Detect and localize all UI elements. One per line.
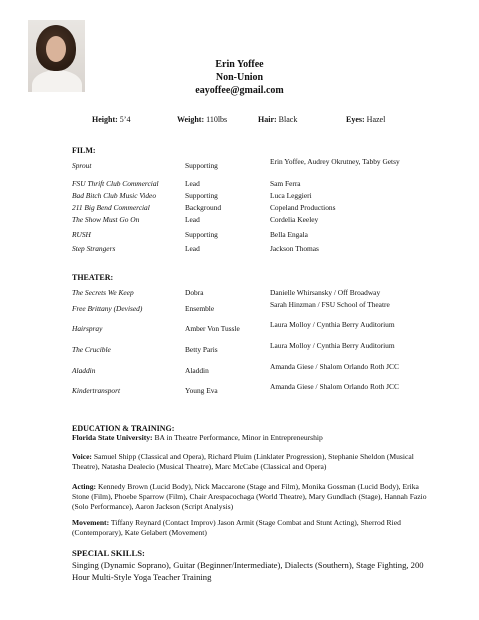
weight-label: Weight: xyxy=(177,115,205,124)
film-director: Cordelia Keeley xyxy=(270,215,319,224)
film-role: Supporting xyxy=(185,191,218,200)
eyes-stat xyxy=(346,115,385,124)
theater-section-title: THEATER: xyxy=(72,273,114,282)
actor-name: Erin Yoffee xyxy=(215,59,264,70)
height-value: 5’4 xyxy=(119,115,131,124)
eyes-value: Hazel xyxy=(366,115,386,124)
show-title: Aladdin xyxy=(72,366,96,375)
film-role: Supporting xyxy=(185,161,218,170)
film-title: The Show Must Go On xyxy=(72,215,140,224)
film-director: Luca Leggieri xyxy=(270,191,312,200)
theater-row xyxy=(72,320,452,336)
fsu-label: Florida State University: xyxy=(72,433,153,442)
acting-training xyxy=(72,482,432,512)
show-role: Young Eva xyxy=(185,386,218,395)
show-role: Betty Paris xyxy=(185,345,218,354)
theater-row xyxy=(72,300,452,316)
theater-row xyxy=(72,284,452,300)
show-director: Sarah Hinzman / FSU School of Theatre xyxy=(270,300,390,309)
show-director: Laura Molloy / Cynthia Berry Auditorium xyxy=(270,341,395,350)
fsu-text: BA in Theatre Performance, Minor in Entrepreneurship xyxy=(152,433,323,442)
show-director: Laura Molloy / Cynthia Berry Auditorium xyxy=(270,320,395,329)
film-director: Bella Engala xyxy=(270,230,308,239)
hair-value: Black xyxy=(278,115,298,124)
show-role: Amber Von Tussle xyxy=(185,324,240,333)
show-director: Amanda Giese / Shalom Orlando Roth JCC xyxy=(270,382,399,391)
film-row xyxy=(72,240,452,256)
theater-row xyxy=(72,362,452,378)
film-title: RUSH xyxy=(72,230,91,239)
height-label: Height: xyxy=(92,115,118,124)
height-stat xyxy=(92,115,130,124)
film-director: Jackson Thomas xyxy=(270,244,319,253)
film-title: FSU Thrift Club Commercial xyxy=(72,179,159,188)
acting-text: Kennedy Brown (Lucid Body), Nick Maccarone (Stage and Film), Monika Gossman (Lucid Body), Erika Stone (Film), Phoebe Sparrow (Film), Chair Arespacochaga (World Theatre), Mary Gundlach (Stage), Hannah Fazio (Solo Performance), Aaron Jackson (Script Analysis) xyxy=(72,482,427,511)
show-title: The Secrets We Keep xyxy=(72,288,134,297)
movement-label: Movement: xyxy=(72,518,110,527)
voice-training xyxy=(72,452,432,472)
film-title: Bad Bitch Club Music Video xyxy=(72,191,157,200)
fsu-degree xyxy=(72,433,432,443)
education-section-title: EDUCATION & TRAINING: xyxy=(72,424,175,433)
show-role: Dobra xyxy=(185,288,204,297)
show-title: Free Brittany (Devised) xyxy=(72,304,143,313)
hair-label: Hair: xyxy=(258,115,277,124)
movement-text: Tiffany Reynard (Contact Improv) Jason Armit (Stage Combat and Stunt Acting), Sherrod Ried (Contemporary), Kate Gelabert (Movement) xyxy=(72,518,401,537)
eyes-label: Eyes: xyxy=(346,115,365,124)
film-director: Erin Yoffee, Audrey Okrutney, Tabby Getsy xyxy=(270,157,400,166)
resume-header xyxy=(0,58,479,97)
movement-training xyxy=(72,518,432,538)
weight-stat xyxy=(177,115,227,124)
film-row xyxy=(72,157,452,173)
union-status: Non-Union xyxy=(215,72,264,83)
film-director: Copeland Productions xyxy=(270,203,336,212)
theater-row xyxy=(72,341,452,357)
film-title: 211 Big Bend Commercial xyxy=(72,203,150,212)
voice-text: Samuel Shipp (Classical and Opera), Richard Pluim (Linklater Progression), Stephanie Sheldon (Musical Theatre), Natasha Dealecio (Musical Theatre), Marc McCabe (Classical and Opera) xyxy=(72,452,414,471)
film-role: Lead xyxy=(185,179,200,188)
theater-row xyxy=(72,382,452,398)
email-address: eayoffee@gmail.com xyxy=(195,85,284,96)
voice-label: Voice: xyxy=(72,452,92,461)
show-role: Aladdin xyxy=(185,366,209,375)
film-row xyxy=(72,211,452,227)
show-director: Danielle Whirsansky / Off Broadway xyxy=(270,288,381,297)
film-title: Step Strangers xyxy=(72,244,116,253)
film-role: Lead xyxy=(185,215,200,224)
skills-text: Singing (Dynamic Soprano), Guitar (Beginner/Intermediate), Dialects (Southern), Stage Fighting, 200 Hour Multi-Style Yoga Teacher Training xyxy=(72,560,424,582)
show-title: The Crucible xyxy=(72,345,111,354)
skills-section-title: SPECIAL SKILLS: xyxy=(72,548,145,558)
show-role: Ensemble xyxy=(185,304,215,313)
film-role: Supporting xyxy=(185,230,218,239)
film-role: Background xyxy=(185,203,222,212)
film-section-title: FILM: xyxy=(72,146,96,155)
film-role: Lead xyxy=(185,244,200,253)
show-director: Amanda Giese / Shalom Orlando Roth JCC xyxy=(270,362,399,371)
acting-label: Acting: xyxy=(72,482,97,491)
film-title: Sprout xyxy=(72,161,92,170)
show-title: Kindertransport xyxy=(72,386,121,395)
weight-value: 110lbs xyxy=(206,115,228,124)
film-director: Sam Ferra xyxy=(270,179,301,188)
show-title: Hairspray xyxy=(72,324,103,333)
hair-stat xyxy=(258,115,297,124)
